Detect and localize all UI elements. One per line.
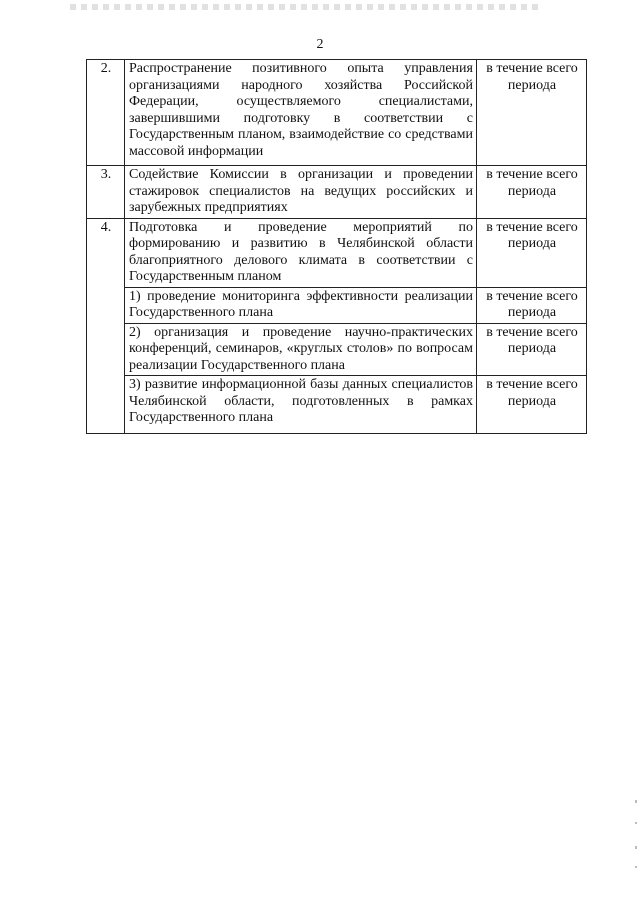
row-description: Содействие Комиссии в организации и проведении стажировок специалистов на ведущих российских и зарубежных предприятиях <box>125 166 477 219</box>
table-row <box>87 218 587 287</box>
row-number: 3. <box>87 166 125 219</box>
row-description: 3) развитие информационной базы данных специалистов Челябинской области, подготовленных в рамках Государственного плана <box>125 376 477 434</box>
row-period: в течение всего периода <box>477 287 587 323</box>
plan-table <box>86 59 587 434</box>
row-period: в течение всего периода <box>477 218 587 287</box>
row-period: в течение всего периода <box>477 323 587 376</box>
scan-speck <box>635 800 637 803</box>
row-description: Подготовка и проведение мероприятий по формированию и развитию в Челябинской области благоприятного делового климата в соответствии с Государственным планом <box>125 218 477 287</box>
row-number <box>87 287 125 323</box>
table-row <box>87 60 587 166</box>
row-period: в течение всего периода <box>477 376 587 434</box>
row-period: в течение всего периода <box>477 60 587 166</box>
row-number <box>87 323 125 376</box>
page-number: 2 <box>316 37 324 52</box>
scan-speck <box>635 866 637 868</box>
row-number: 4. <box>87 218 125 287</box>
table-row <box>87 166 587 219</box>
scan-speck <box>635 822 637 824</box>
row-description: 2) организация и проведение научно-практических конференций, семинаров, «круглых столов» по вопросам реализации Государственного плана <box>125 323 477 376</box>
row-description: Распространение позитивного опыта управления организациями народного хозяйства Российской Федерации, осуществляемого специалистами, завершившими подготовку в соответствии с Государственным планом, взаимодействие со средствами массовой информации <box>125 60 477 166</box>
scan-header-noise <box>70 4 540 10</box>
row-number: 2. <box>87 60 125 166</box>
scan-speck <box>635 846 637 849</box>
row-period: в течение всего периода <box>477 166 587 219</box>
row-number <box>87 376 125 434</box>
table-row <box>87 323 587 376</box>
table-row <box>87 287 587 323</box>
table-row <box>87 376 587 434</box>
row-description: 1) проведение мониторинга эффективности реализации Государственного плана <box>125 287 477 323</box>
